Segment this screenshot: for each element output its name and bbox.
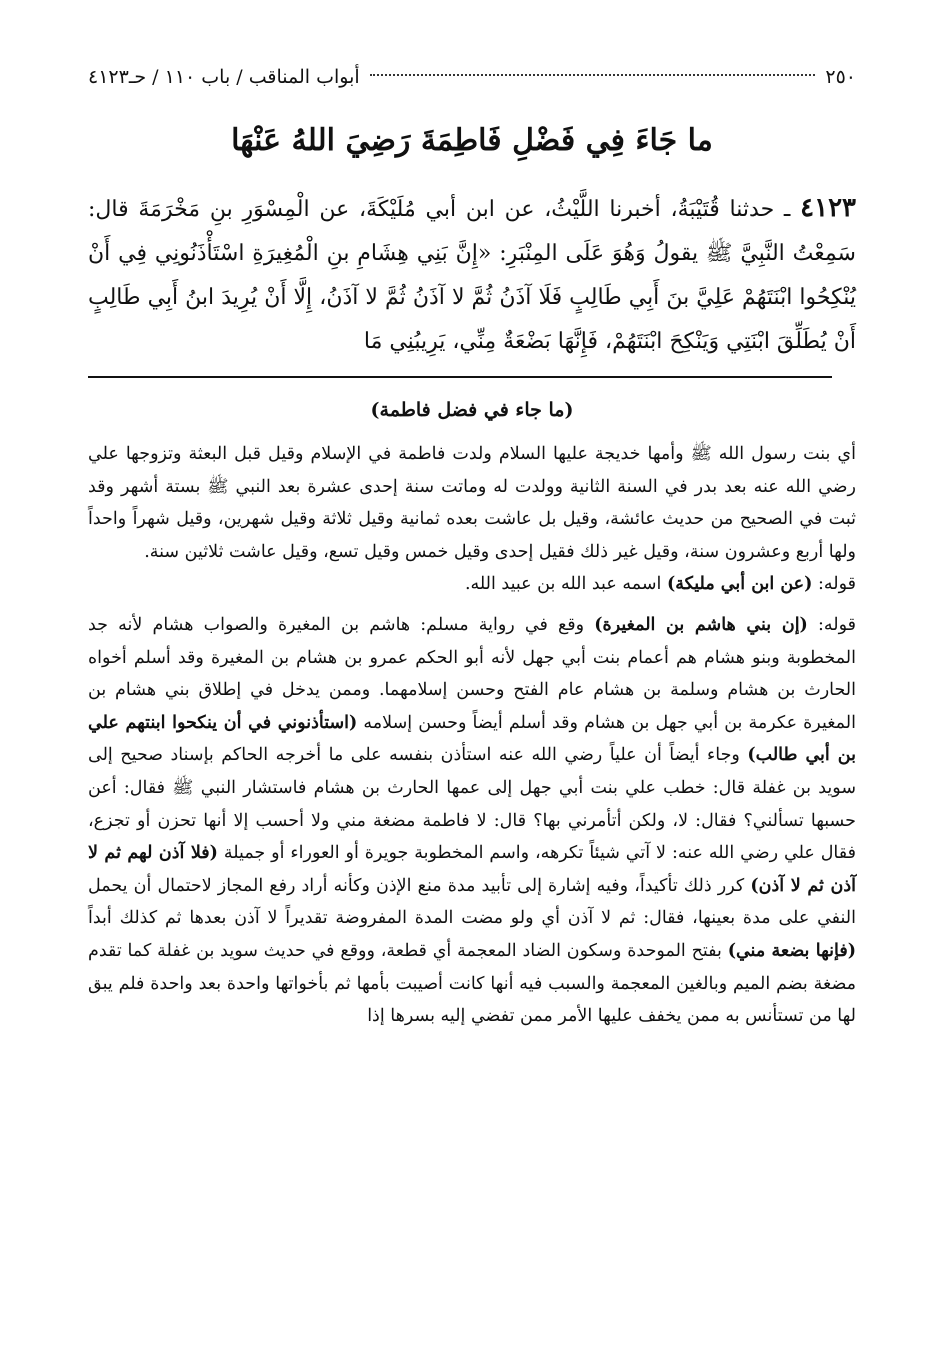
- commentary-quote: (فلا آذن لهم ثم لا آذن ثم لا آذن): [88, 843, 856, 896]
- commentary-quote: (عن ابن أبي مليكة): [666, 574, 813, 595]
- hadith-text: ـ حدثنا قُتَيْبَةُ، أخبرنا اللَّيْثُ، عن ابن أبي مُلَيْكَةَ، عن الْمِسْوَرِ بنِ مَخْرَمَةَ قال: سَمِعْتُ النَّبِيَّ ﷺ يقولُ وَهُوَ عَلَى المِنْبَرِ: «إِنَّ بَنِي هِشَامِ بنِ الْمُغِيرَةِ اسْتَأْذَنُونِي فِي أَنْ يُنْكِحُوا ابْنَتَهُمْ عَلِيَّ بنَ أَبِي طَالِبٍ فَلَا آذَنُ ثُمَّ لا آذَنُ ثُمَّ لا آذَنُ، إِلَّا أَنْ يُرِيدَ ابنُ أَبِي طَالِبٍ أَنْ يُطَلِّقَ ابْنَتِي وَيَنْكِحَ ابْنَتَهُمْ، فَإِنَّهَا بَضْعَةٌ مِنِّي، يَرِيبُنِي مَا: [88, 197, 856, 354]
- commentary-text: كرر ذلك تأكيداً، وفيه إشارة إلى تأبيد مدة منع الإذن وكأنه أراد رفع المجاز لاحتمال أن يحمل النفي على مدة بعينها، فقال: ثم لا آذن أي ولو مضت المدة المفروضة تقديراً لا آذن بعدها ثم كذلك أبداً: [88, 875, 856, 929]
- commentary-paragraph: أي بنت رسول الله ﷺ وأمها خديجة عليها السلام ولدت فاطمة في الإسلام وقيل قبل البعثة وتزوجها علي رضي الله عنه بعد بدر في السنة الثانية وولدت له وماتت سنة إحدى عشرة بعد النبي ﷺ بستة أشهر وقد ثبت في الصحيح من حديث عائشة، وقيل بل عاشت بعده ثمانية وقيل ثلاثة وقيل شهرين، وقيل شهراً واحداً ولها أربع وعشرون سنة، وقيل غير ذلك فقيل إحدى وقيل خمس وقيل تسع، وقيل عاشت ثلاثين سنة.: [88, 444, 856, 562]
- commentary-text: بفتح الموحدة وسكون الضاد المعجمة أي قطعة، ووقع في حديث سويد بن غفلة كما تقدم مضغة بضم الميم وبالغين المعجمة والسبب فيه أنها كانت أصيبت بأمها ثم بأخواتها واحدة بعد واحدة فلم يبق لها من تستأنس به ممن يخفف عليها الأمر ممن تفضي إليه بسرها إذا: [88, 940, 856, 1027]
- header-dot-leader: [370, 74, 816, 76]
- commentary-quote: (فإنها بضعة مني): [727, 940, 857, 961]
- commentary-title: (ما جاء في فضل فاطمة): [370, 399, 574, 421]
- page-number: ٢٥٠: [825, 66, 856, 88]
- chapter-title: ما جَاءَ فِي فَضْلِ فَاطِمَةَ رَضِيَ اللهُ عَنْهَا: [231, 123, 713, 158]
- commentary-lead: قوله:: [812, 574, 856, 595]
- commentary-paragraph: [88, 609, 856, 1033]
- paragraph-gap: [88, 601, 856, 609]
- hadith-text-block: [88, 186, 856, 364]
- commentary-lead: قوله:: [807, 614, 856, 635]
- commentary-text: اسمه عبد الله بن عبيد الله.: [464, 574, 667, 595]
- running-header: [88, 62, 856, 96]
- commentary-text: وجاء أيضاً أن علياً رضي الله عنه استأذن بنفسه على ما أخرجه الحاكم بإسناد صحيح إلى سويد بن غفلة قال: خطب علي بنت أبي جهل إلى عمها الحارث بن هشام فاستشار النبي ﷺ فقال: أعن حسبها تسألني؟ فقال: لا، ولكن أتأمرني بها؟ قال: لا فاطمة مضغة مني ولا أحسب إلا أنها تحزن أو تجزع، فقال علي رضي الله عنه: لا آتي شيئاً تكرهه، واسم المخطوبة جويرة أو العوراء أو جميلة: [88, 745, 856, 864]
- commentary-quote: (إن بني هاشم بن المغيرة): [594, 614, 808, 635]
- section-divider: [88, 376, 832, 378]
- commentary-text: وقع في رواية مسلم: هاشم بن المغيرة والصواب هشام لأنه جد المخطوبة وبنو هشام هم أعمام بنت أبي جهل لأنه أبو الحكم عمرو بن هشام بن المغيرة وقد أسلم أخواه الحارث بن هشام وسلمة بن هشام عام الفتح وحسن إسلامهما. وممن يدخل في إطلاق بني هشام بن المغيرة عكرمة بن أبي جهل بن هشام وقد أسلم أيضاً وحسن إسلامه: [88, 614, 856, 733]
- book-page: [88, 62, 856, 1033]
- hadith-number: ٤١٢٣: [800, 193, 856, 223]
- commentary-paragraph: [88, 568, 856, 601]
- header-reference: أبواب المناقب / باب ١١٠ / حـ٤١٢٣: [88, 66, 360, 88]
- commentary-quote: (استأذنوني في أن ينكحوا ابنتهم علي بن أبي طالب): [88, 712, 856, 766]
